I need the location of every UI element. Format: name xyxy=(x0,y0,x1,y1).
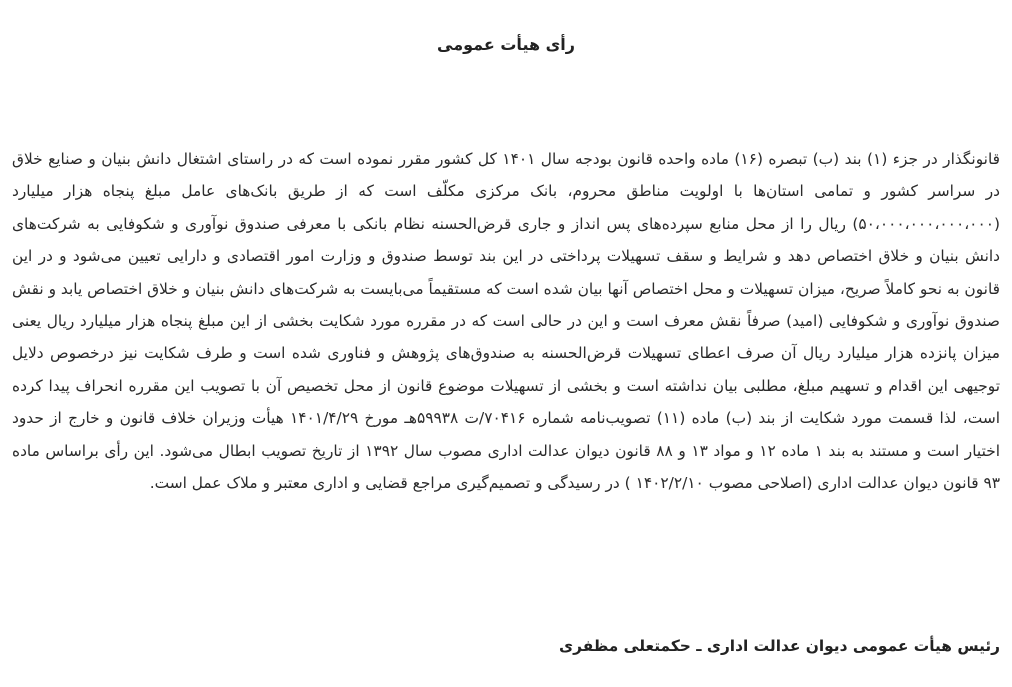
document-title: رأی هیأت عمومی xyxy=(437,35,575,54)
signature-line: رئیس هیأت عمومی دیوان عدالت اداری ـ حکمتعلی مظفری xyxy=(559,637,1000,655)
ruling-body-text: قانونگذار در جزء (۱) بند (ب) تبصره (۱۶) ماده واحده قانون بودجه سال ۱۴۰۱ کل کشور مقرر نموده است که در راستای اشتغال دانش بنیان و صنایع خلاق در سراسر کشور و تمامی استان‌ها با اولویت مناطق محروم، بانک مرکزی مکلّف است که از طریق بانک‌های عامل مبلغ پنجاه هزار میلیارد (۵۰،۰۰۰،۰۰۰،۰۰۰،۰۰۰) ریال را از محل منابع سپرده‌های پس انداز و جاری قرض‌الحسنه نظام بانکی با معرفی صندوق نوآوری و شکوفایی به شرکت‌های دانش بنیان و خلاق اختصاص دهد و شرایط و سقف تسهیلات پرداختی در این بند توسط صندوق و وزارت امور اقتصادی و دارایی تعیین می‌شود و در این قانون به نحو کاملاً صریح، میزان تسهیلات و محل اختصاص آنها بیان شده است که مستقیماً می‌بایست به شرکت‌های دانش بنیان و خلاق اختصاص یابد و نقش صندوق نوآوری و شکوفایی (امید) صرفاً نقش معرف است و این در حالی است که در مقرره مورد شکایت بخشی از این مبلغ پنجاه هزار میلیارد ریال یعنی میزان پانزده هزار میلیارد ریال آن صرف اعطای تسهیلات قرض‌الحسنه به صندوق‌های پژوهش و فناوری شده است و طرف شکایت نیز درخصوص دلایل توجیهی این اقدام و تسهیم مبلغ، مطلبی بیان نداشته است و بخشی از تسهیلات موضوع قانون از محل تخصیص آن با تصویب این مقرره انحراف پیدا کرده است، لذا قسمت مورد شکایت از بند (ب) ماده (۱۱) تصویب‌نامه شماره ۷۰۴۱۶/ت ۵۹۹۳۸هـ مورخ ۱۴۰۱/۴/۲۹ هیأت وزیران خلاف قانون و خارج از حدود اختیار است و مستند به بند ۱ ماده ۱۲ و مواد ۱۳ و ۸۸ قانون دیوان عدالت اداری مصوب سال ۱۳۹۲ از تاریخ تصویب ابطال می‌شود. این رأی براساس ماده ۹۳ قانون دیوان عدالت اداری (اصلاحی مصوب ۱۴۰۲/۲/۱۰ ) در رسیدگی و تصمیم‌گیری مراجع قضایی و اداری معتبر و ملاک عمل است. xyxy=(12,150,1001,493)
